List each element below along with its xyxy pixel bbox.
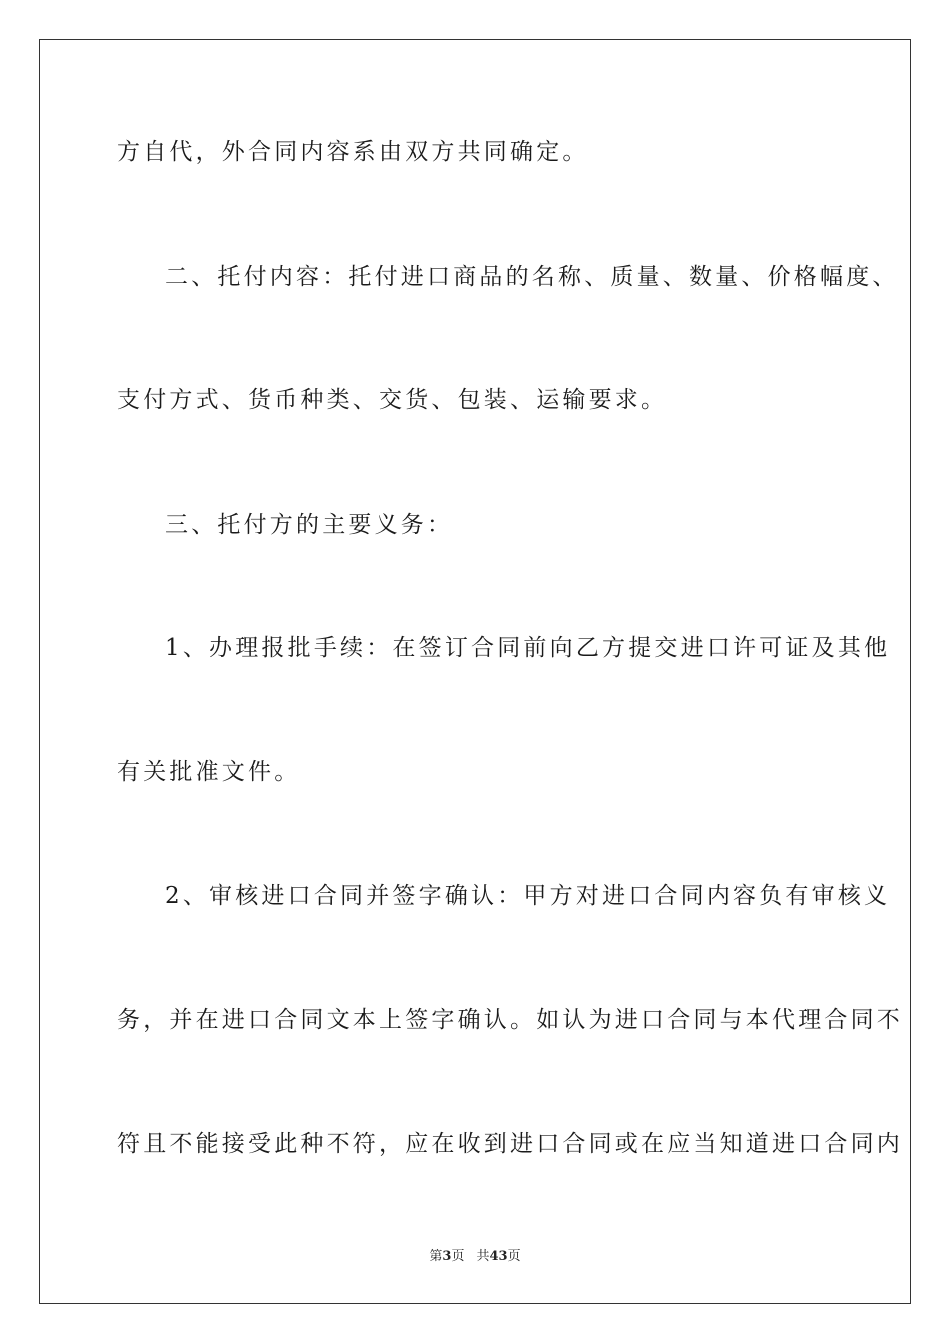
footer-total-suffix: 页 [507,1249,521,1264]
paragraph-line-9: 符且不能接受此种不符，应在收到进口合同或在应当知道进口合同内 [117,1131,903,1157]
paragraph-line-1: 方自代，外合同内容系由双方共同确定。 [117,139,589,165]
paragraph-line-6: 有关批准文件。 [117,759,301,785]
paragraph-line-3: 支付方式、货币种类、交货、包装、运输要求。 [117,387,668,413]
footer-total-prefix: 共 [476,1249,490,1264]
footer-page-suffix: 页 [451,1249,465,1264]
page-border [39,39,911,1304]
paragraph-line-7: 2、审核进口合同并签字确认：甲方对进口合同内容负有审核义 [165,883,891,909]
footer-page-number: 3 [442,1249,452,1264]
paragraph-line-2: 二、托付内容：托付进口商品的名称、质量、数量、价格幅度、 [165,264,899,290]
page-footer [0,1248,950,1266]
footer-total-pages: 43 [489,1249,508,1264]
footer-page-prefix: 第 [429,1249,443,1264]
paragraph-line-4: 三、托付方的主要义务： [165,512,454,538]
paragraph-line-5: 1、办理报批手续：在签订合同前向乙方提交进口许可证及其他 [165,635,891,661]
paragraph-line-8: 务，并在进口合同文本上签字确认。如认为进口合同与本代理合同不 [117,1007,903,1033]
